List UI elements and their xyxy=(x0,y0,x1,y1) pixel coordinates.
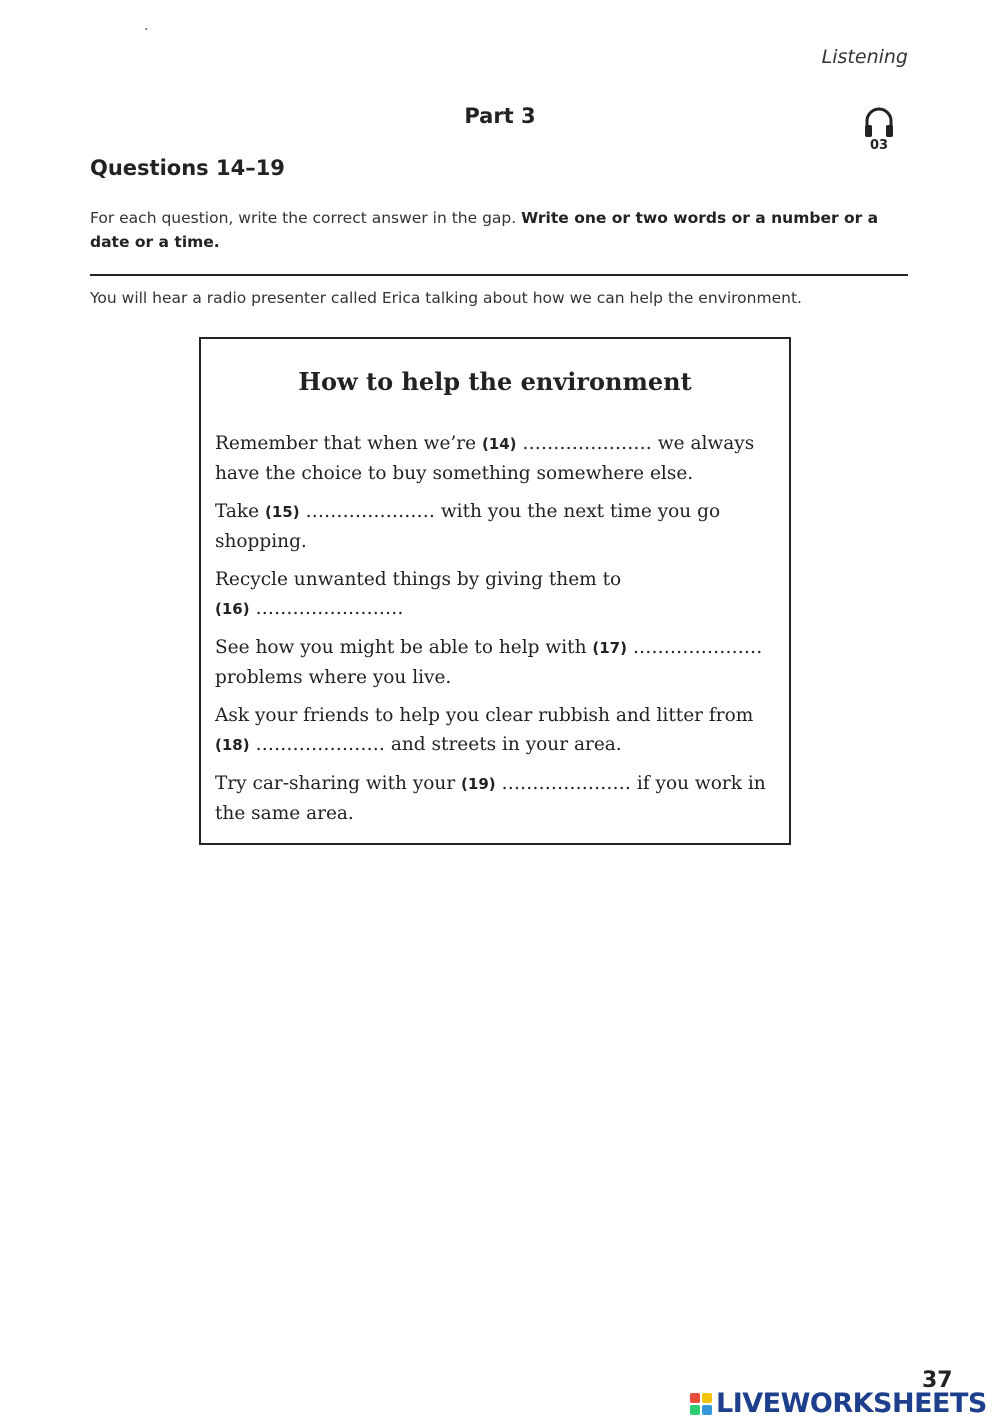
stray-dot: · xyxy=(144,22,149,38)
note-text: problems where you live. xyxy=(215,667,452,688)
question-number: (19) xyxy=(461,775,496,793)
brand-name: LIVEWORKSHEETS xyxy=(716,1388,987,1419)
note-text: if you work in the same area. xyxy=(215,773,766,824)
note-text: Try car-sharing with your xyxy=(215,773,462,794)
instructions-emphasis: Write one or two words or a number or a date or a time. xyxy=(90,209,879,251)
note-item-18 xyxy=(215,701,777,760)
audio-track-number: 03 xyxy=(869,138,889,153)
note-item-16 xyxy=(215,565,777,624)
answer-gap[interactable]: ………………… xyxy=(495,773,637,794)
note-text: See how you might be able to help with xyxy=(215,637,593,658)
question-number: (18) xyxy=(215,736,250,754)
note-item-15 xyxy=(215,497,777,556)
answer-gap[interactable]: ………………… xyxy=(299,501,441,522)
instructions xyxy=(90,206,910,254)
question-number: (16) xyxy=(215,600,250,618)
question-number: (15) xyxy=(264,503,300,521)
answer-gap[interactable]: ………………… xyxy=(249,734,391,755)
answer-gap[interactable]: ………………… xyxy=(626,637,763,658)
note-text: Remember that when we’re xyxy=(215,433,482,454)
section-label: Listening xyxy=(821,46,908,68)
note-item-19 xyxy=(215,769,777,828)
instructions-text: For each question, write the correct answer in the gap. xyxy=(90,209,522,227)
note-text: Ask your friends to help you clear rubbish and litter from xyxy=(215,705,754,726)
notes-box xyxy=(199,337,791,845)
question-number: (14) xyxy=(481,435,517,453)
note-text: and streets in your area. xyxy=(390,734,622,755)
note-item-14 xyxy=(215,429,777,488)
note-text: Take xyxy=(215,501,265,522)
headphones-icon xyxy=(858,104,900,140)
logo-grid-icon xyxy=(690,1393,712,1415)
part-title: Part 3 xyxy=(464,104,536,128)
note-item-17 xyxy=(215,633,777,692)
note-text: we always have the choice to buy something somewhere else. xyxy=(215,433,755,484)
answer-gap[interactable]: …………………… xyxy=(249,598,404,619)
notes-title: How to help the environment xyxy=(298,367,692,396)
audio-track-badge[interactable] xyxy=(858,104,900,164)
questions-heading: Questions 14–19 xyxy=(90,156,285,180)
answer-gap[interactable]: ………………… xyxy=(516,433,658,454)
page-number: 37 xyxy=(922,1368,953,1393)
context-text: You will hear a radio presenter called Erica talking about how we can help the environment. xyxy=(90,289,802,307)
liveworksheets-logo[interactable] xyxy=(690,1388,987,1419)
question-number: (17) xyxy=(592,639,627,657)
divider xyxy=(90,274,908,276)
note-text: with you the next time you go shopping. xyxy=(215,501,721,552)
note-text: Recycle unwanted things by giving them to xyxy=(215,569,622,590)
